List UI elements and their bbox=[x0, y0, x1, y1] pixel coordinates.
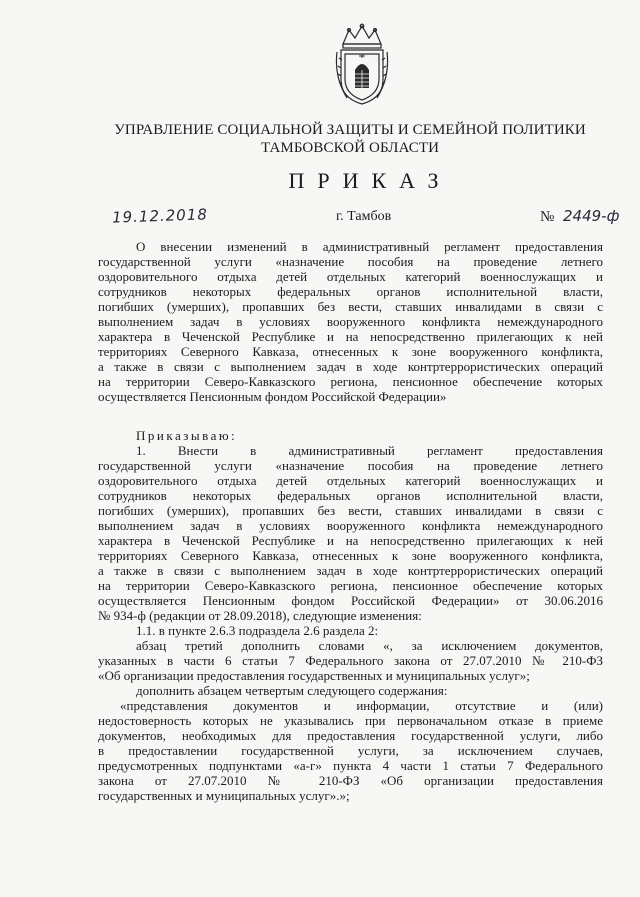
organization-name-line1: УПРАВЛЕНИЕ СОЦИАЛЬНОЙ ЗАЩИТЫ И СЕМЕЙНОЙ ПОЛИТИКИ bbox=[114, 122, 586, 138]
body-line: оздоровительного отдыха детей отдельных категорий военнослужащих и bbox=[98, 473, 603, 488]
body-line: осуществляется Пенсионным фондом Российской Федерации» от 30.06.2016 bbox=[98, 593, 603, 608]
subject-line: О внесении изменений в административный регламент предоставления bbox=[136, 239, 603, 254]
body-line: абзац третий дополнить словами «, за исключением документов, bbox=[136, 638, 603, 653]
body-line: на территории Северо-Кавказского региона, пенсионное обеспечение которых bbox=[98, 578, 603, 593]
body-line: сотрудников некоторых федеральных органов исполнительной власти, bbox=[98, 488, 603, 503]
body-line: № 934-ф (редакции от 28.09.2018), следующие изменения: bbox=[98, 608, 422, 623]
body-line: государственной услуги «назначение пособия на проведение летнего bbox=[98, 458, 603, 473]
subject-line: государственной услуги «назначение пособия на проведение летнего bbox=[98, 254, 603, 269]
subject-line: сотрудников некоторых федеральных органов исполнительной власти, bbox=[98, 284, 603, 299]
coat-of-arms-icon bbox=[333, 22, 391, 108]
body-line: «Об организации предоставления государственных и муниципальных услуг»; bbox=[98, 668, 530, 683]
document-date: 19.12.2018 bbox=[111, 205, 209, 227]
document-city: г. Тамбов bbox=[336, 209, 392, 224]
subject-line: выполнением задач в условиях вооруженного конфликта немеждународного bbox=[98, 314, 603, 329]
order-verb: Приказываю: bbox=[136, 428, 238, 443]
body-line: 1. Внести в административный регламент предоставления bbox=[136, 443, 603, 458]
subject-line: характера в Чеченской Республике и на непосредственно прилегающих к ней bbox=[98, 329, 603, 344]
body-line: закона от 27.07.2010 № 210-ФЗ «Об организации предоставления bbox=[98, 773, 603, 788]
body-line: предусмотренных подпунктами «а-г» пункта 4 части 1 статьи 7 Федерального bbox=[98, 758, 603, 773]
document-number-label: № bbox=[540, 209, 555, 225]
body-line: документов, необходимых для предоставления государственной услуги, либо bbox=[98, 728, 603, 743]
body-line: указанных в части 6 статьи 7 Федерального закона от 27.07.2010 № 210-ФЗ bbox=[98, 653, 603, 668]
subject-line: осуществляется Пенсионным фондом Российской Федерации» bbox=[98, 389, 447, 404]
subject-line: погибших (умерших), пропавших без вести, ставших инвалидами в связи с bbox=[98, 299, 603, 314]
organization-name-line2: ТАМБОВСКОЙ ОБЛАСТИ bbox=[260, 140, 440, 156]
body-line: недостоверность которых не указывались при первоначальном отказе в приеме bbox=[98, 713, 603, 728]
body-line: дополнить абзацем четвертым следующего содержания: bbox=[136, 683, 448, 698]
body-line: государственных и муниципальных услуг».»; bbox=[98, 788, 350, 803]
subject-line: оздоровительного отдыха детей отдельных категорий военнослужащих и bbox=[98, 269, 603, 284]
body-line: погибших (умерших), пропавших без вести, ставших инвалидами в связи с bbox=[98, 503, 603, 518]
body-line: выполнением задач в условиях вооруженного конфликта немеждународного bbox=[98, 518, 603, 533]
body-line: а также в связи с выполнением задач в ходе контртеррористических операций bbox=[98, 563, 603, 578]
body-line: «представления документов и информации, отсутствие и (или) bbox=[120, 698, 603, 713]
document-number: 2449-ф bbox=[563, 207, 620, 225]
body-line: 1.1. в пункте 2.6.3 подраздела 2.6 раздела 2: bbox=[136, 623, 379, 638]
body-line: в предоставлении государственной услуги, за исключением случаев, bbox=[98, 743, 603, 758]
document-title: ПРИКАЗ bbox=[288, 168, 452, 193]
subject-line: территориях Северного Кавказа, отнесенных к зоне вооруженного конфликта, bbox=[98, 344, 603, 359]
body-line: территориях Северного Кавказа, отнесенных к зоне вооруженного конфликта, bbox=[98, 548, 603, 563]
subject-line: а также в связи с выполнением задач в ходе контртеррористических операций bbox=[98, 359, 603, 374]
subject-line: на территории Северо-Кавказского региона, пенсионное обеспечение которых bbox=[98, 374, 603, 389]
body-line: характера в Чеченской Республике и на непосредственно прилегающих к ней bbox=[98, 533, 603, 548]
